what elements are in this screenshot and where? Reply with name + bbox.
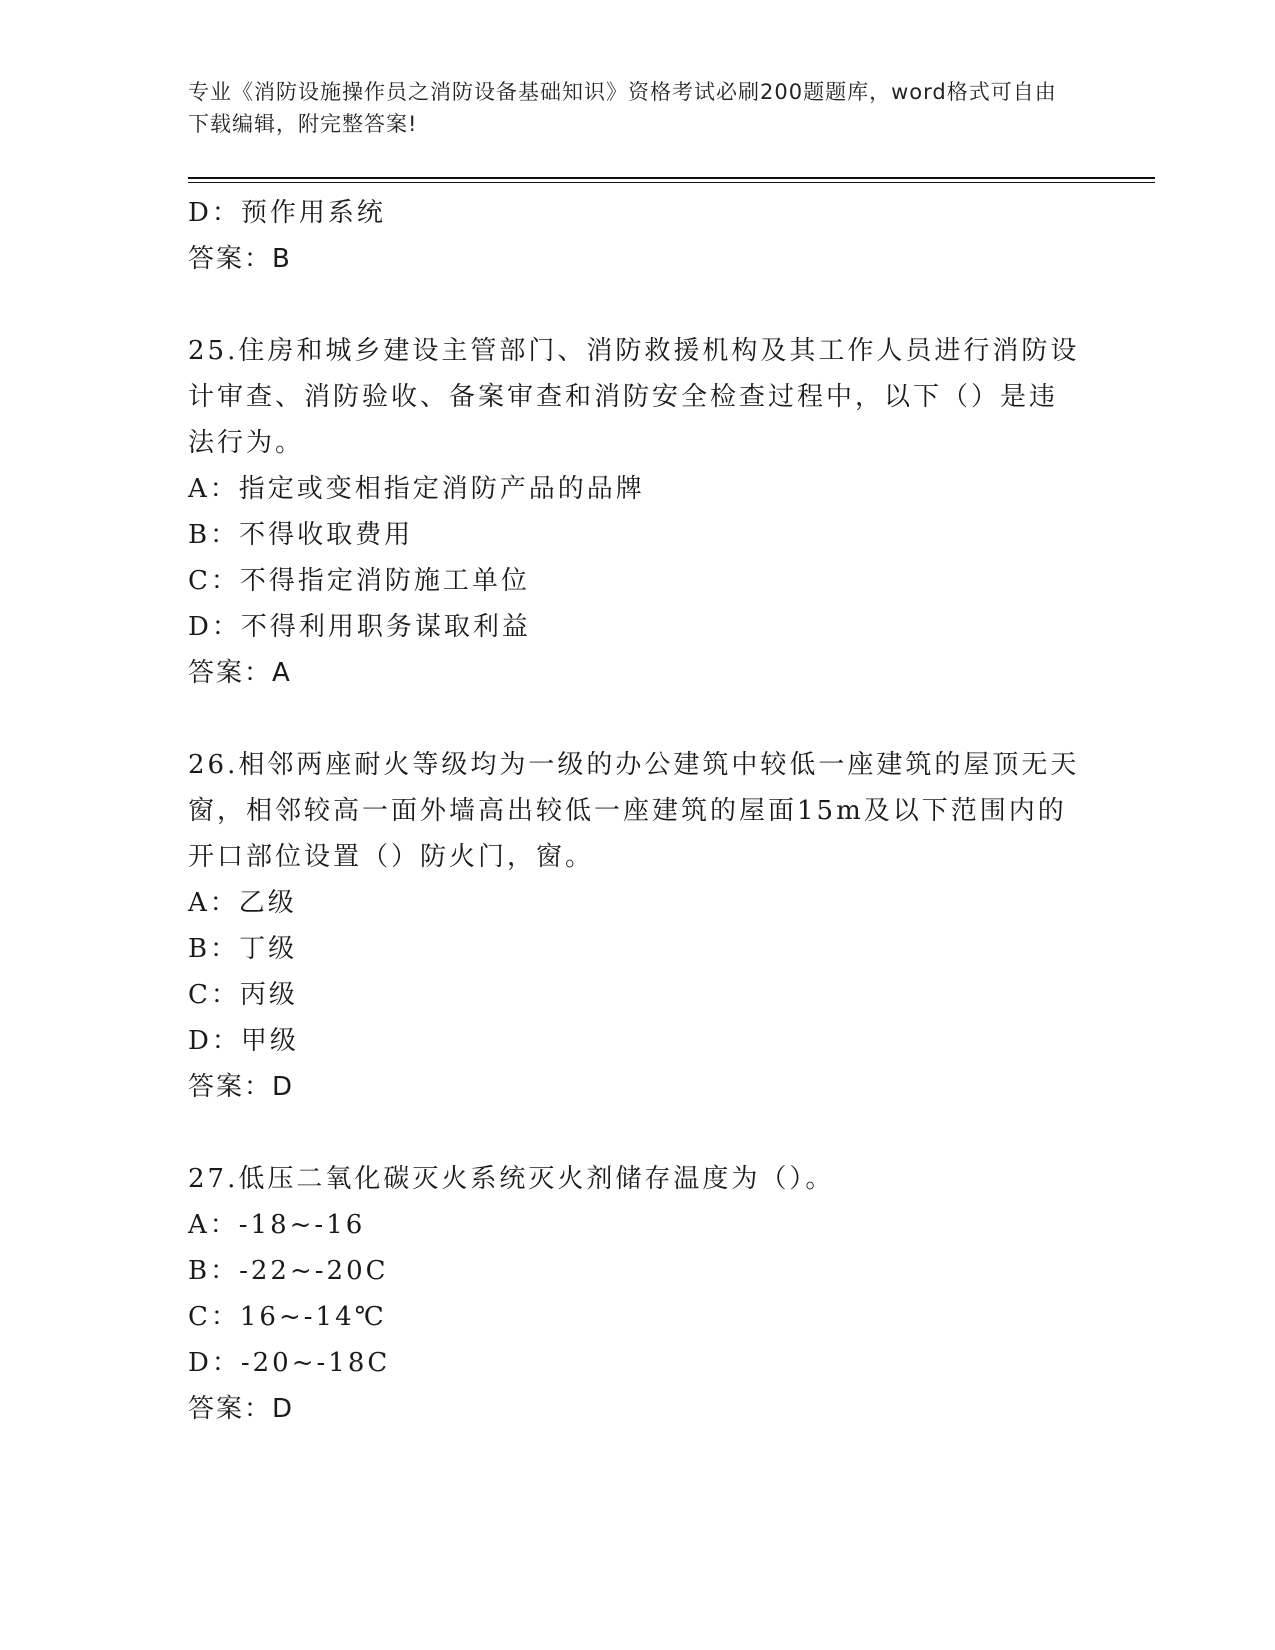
option-b: B：-22~-20C xyxy=(188,1256,389,1286)
answer-line: 答案：A xyxy=(188,658,292,688)
question-text-line: 开口部位设置（）防火门，窗。 xyxy=(188,842,595,872)
question-text-line: 计审查、消防验收、备案审查和消防安全检查过程中，以下（）是违 xyxy=(188,382,1059,412)
question-text-line: 26.相邻两座耐火等级均为一级的办公建筑中较低一座建筑的屋顶无天 xyxy=(188,750,1080,780)
option-c: C：不得指定消防施工单位 xyxy=(188,566,530,596)
option-a: A：乙级 xyxy=(188,888,297,918)
option-d: D：甲级 xyxy=(188,1026,299,1056)
option-d: D：不得利用职务谋取利益 xyxy=(188,612,531,642)
question-text-line: 窗，相邻较高一面外墙高出较低一座建筑的屋面15m及以下范围内的 xyxy=(188,796,1067,826)
question-26 xyxy=(188,742,1088,1110)
answer-line: 答案：D xyxy=(188,1394,295,1424)
question-text-line: 25.住房和城乡建设主管部门、消防救援机构及其工作人员进行消防设 xyxy=(188,336,1080,366)
question-text-line: 27.低压二氧化碳灭火系统灭火剂储存温度为（）。 xyxy=(188,1164,835,1194)
question-25 xyxy=(188,328,1088,696)
document-header: 专业《消防设施操作员之消防设备基础知识》资格考试必刷200题题库，word格式可自由下载编辑，附完整答案! xyxy=(188,80,1057,136)
option-b: B：丁级 xyxy=(188,934,298,964)
answer-line: 答案：B xyxy=(188,244,292,274)
question-text-line: 法行为。 xyxy=(188,428,305,458)
option-d: D：预作用系统 xyxy=(188,198,386,228)
option-b: B：不得收取费用 xyxy=(188,520,414,550)
header-divider-thick xyxy=(188,177,1155,179)
question-27 xyxy=(188,1156,1088,1432)
option-a: A：指定或变相指定消防产品的品牌 xyxy=(188,474,645,504)
header-divider-thin xyxy=(188,182,1155,183)
option-a: A：-18~-16 xyxy=(188,1210,366,1240)
option-d: D：-20~-18C xyxy=(188,1348,391,1378)
option-c: C：16~-14℃ xyxy=(188,1302,387,1332)
answer-line: 答案：D xyxy=(188,1072,295,1102)
question-content xyxy=(188,190,1088,1432)
option-c: C：丙级 xyxy=(188,980,298,1010)
